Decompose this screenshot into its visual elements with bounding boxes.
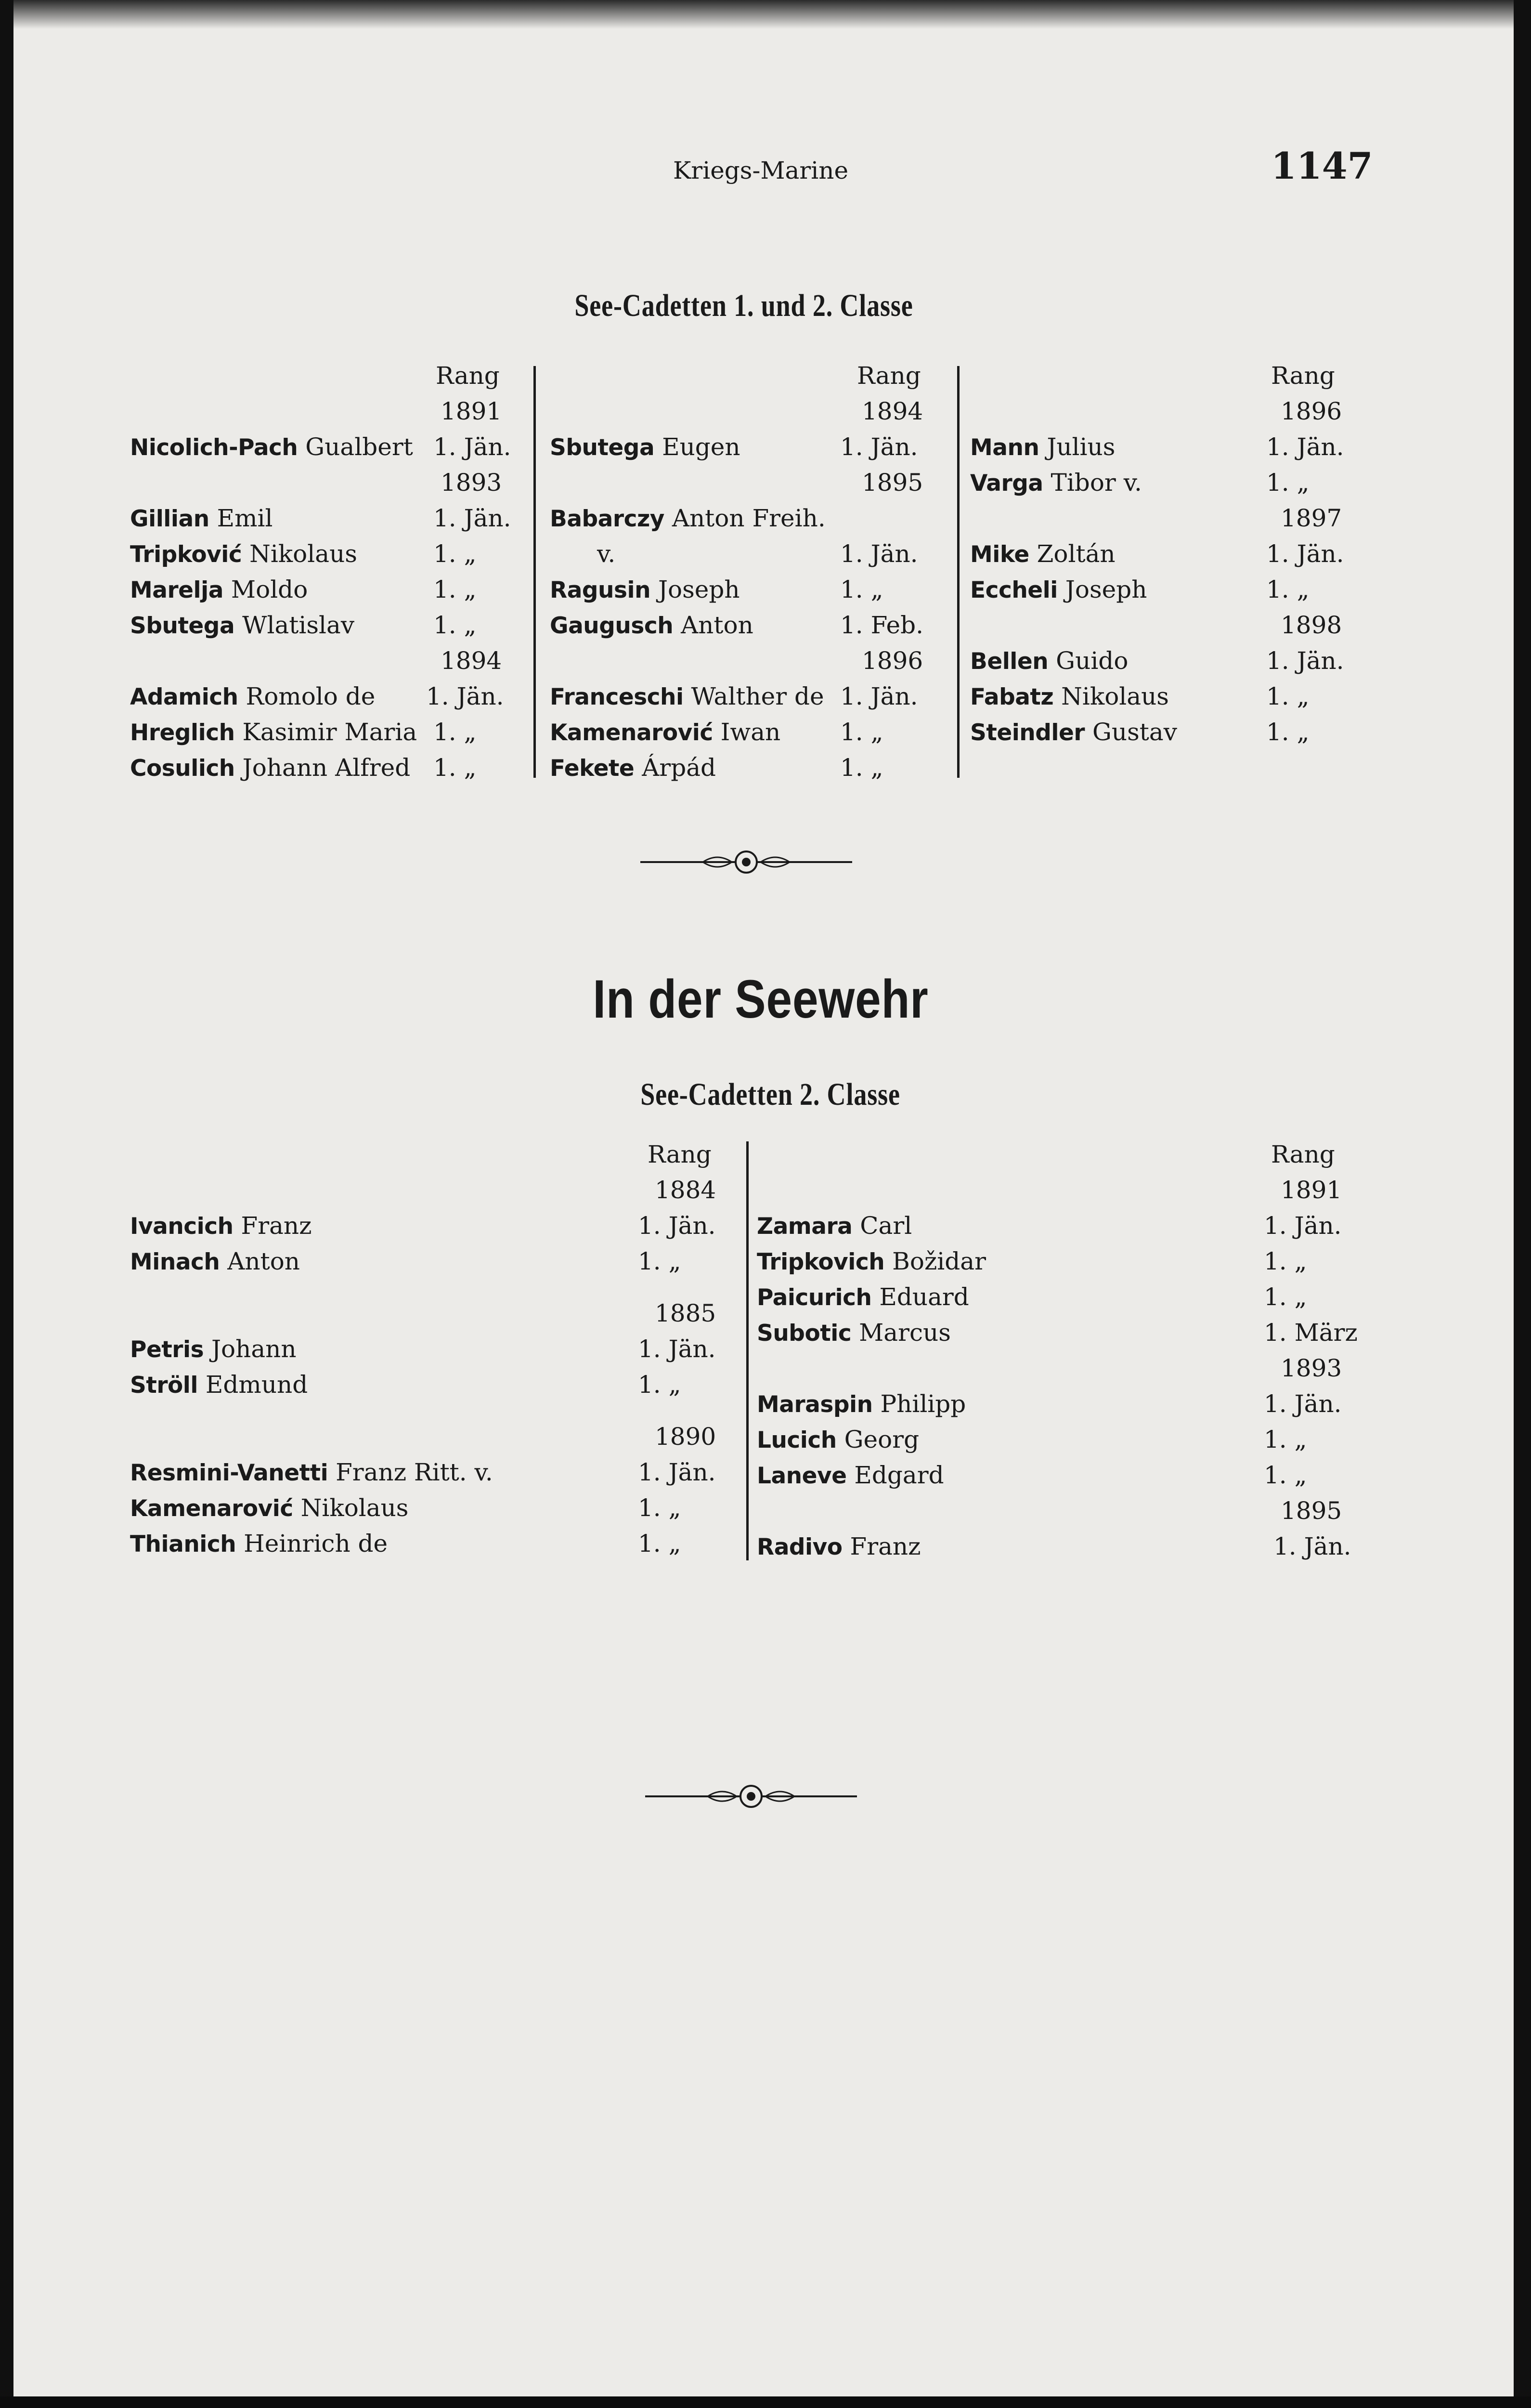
entry-date: 1. „ — [1266, 469, 1310, 497]
entry-date: 1. Jän. — [638, 1458, 716, 1486]
entry-given-name: Heinrich de — [244, 1530, 388, 1557]
entry-given-name: Anton — [227, 1247, 300, 1275]
entry-date: 1. Jän. — [426, 682, 504, 710]
entry-surname: Ivancich — [130, 1213, 234, 1240]
ornament-divider — [645, 1782, 857, 1811]
year-heading: 1884 — [655, 1176, 716, 1204]
entry-date: 1. Jän. — [433, 433, 511, 461]
entry-surname: Nicolich-Pach — [130, 434, 298, 461]
list-item — [130, 607, 354, 644]
list-item — [130, 679, 375, 715]
entry-date: 1. „ — [840, 754, 883, 782]
year-heading: 1896 — [862, 647, 923, 675]
entry-surname: Petris — [130, 1336, 204, 1363]
entry-surname: Gaugusch — [550, 613, 674, 639]
entry-given-name: Anton — [681, 611, 753, 639]
rang-header: Rang — [1271, 1140, 1335, 1168]
entry-date: 1. „ — [1266, 718, 1310, 746]
entry-surname: Mike — [970, 541, 1029, 568]
entry-date: 1. Jän. — [433, 504, 511, 532]
entry-surname: Paicurich — [757, 1284, 872, 1311]
year-heading: 1894 — [441, 647, 502, 675]
column-divider — [533, 366, 536, 778]
entry-date: 1. Jän. — [1264, 1212, 1342, 1240]
entry-surname: Marelja — [130, 577, 223, 603]
section2-heading: In der Seewehr — [593, 969, 929, 1029]
entry-date: 1. „ — [1266, 576, 1310, 603]
entry-date: 1. Jän. — [1273, 1532, 1351, 1560]
entry-date: 1. „ — [638, 1371, 681, 1399]
year-heading: 1895 — [862, 469, 923, 497]
entry-surname: Steindler — [970, 720, 1085, 746]
entry-given-name: Gustav — [1092, 718, 1177, 746]
list-item — [757, 1315, 951, 1351]
entry-given-name: Nikolaus — [300, 1494, 409, 1522]
list-item — [550, 429, 740, 466]
entry-surname: Radivo — [757, 1534, 843, 1560]
entry-given-name: Kasimir Maria — [242, 718, 417, 746]
entry-given-name: Joseph — [658, 576, 740, 603]
entry-date: 1. „ — [433, 576, 477, 603]
running-head: Kriegs-Marine — [673, 157, 849, 184]
entry-surname: Cosulich — [130, 755, 235, 782]
year-heading: 1891 — [441, 397, 502, 425]
entry-date: 1. „ — [840, 718, 883, 746]
list-item — [130, 1331, 297, 1368]
column-divider — [957, 366, 960, 778]
entry-surname: Sbutega — [550, 434, 655, 461]
scan-edge-left — [0, 0, 13, 2408]
list-item — [130, 1243, 300, 1280]
list-item — [970, 465, 1142, 501]
list-item — [550, 714, 780, 751]
list-item — [130, 500, 273, 537]
list-item — [970, 679, 1169, 715]
rang-header: Rang — [648, 1140, 712, 1168]
list-item — [970, 536, 1116, 573]
entry-surname: Thianich — [130, 1531, 236, 1557]
entry-surname: Ragusin — [550, 577, 651, 603]
entry-date: 1. Jän. — [1264, 1390, 1342, 1418]
list-item — [550, 572, 740, 608]
entry-given-name: Iwan — [720, 718, 781, 746]
column-divider — [746, 1141, 749, 1560]
entry-surname: Kamenarović — [550, 720, 713, 746]
entry-surname: Fabatz — [970, 684, 1054, 710]
entry-date: 1. Jän. — [638, 1212, 716, 1240]
entry-date: 1. „ — [1264, 1247, 1307, 1275]
entry-date: 1. Jän. — [840, 433, 918, 461]
entry-date: 1. „ — [840, 576, 883, 603]
entry-date: 1. Jän. — [840, 682, 918, 710]
list-item — [970, 572, 1147, 608]
entry-date: 1. „ — [433, 718, 477, 746]
rang-header: Rang — [1271, 362, 1335, 390]
scan-edge-top — [0, 0, 1531, 29]
entry-given-name: Nikolaus — [1061, 682, 1169, 710]
entry-given-name: Franz — [850, 1532, 921, 1560]
year-heading: 1898 — [1281, 611, 1342, 639]
entry-surname: Minach — [130, 1249, 220, 1275]
scan-edge-right — [1514, 0, 1531, 2408]
year-heading: 1894 — [862, 397, 923, 425]
entry-surname: Zamara — [757, 1213, 853, 1240]
list-item — [550, 607, 753, 644]
entry-given-name: Walther de — [691, 682, 824, 710]
year-heading: 1891 — [1281, 1176, 1342, 1204]
entry-date: 1. „ — [433, 611, 477, 639]
list-item — [130, 1454, 493, 1491]
entry-surname: Mann — [970, 434, 1039, 461]
entry-given-name: Joseph — [1065, 576, 1147, 603]
entry-date: 1. Jän. — [1266, 433, 1344, 461]
year-heading: 1890 — [655, 1423, 716, 1451]
entry-given-name: Marcus — [859, 1319, 951, 1347]
entry-given-name: Julius — [1047, 433, 1116, 461]
list-item — [130, 572, 308, 608]
list-item — [130, 1367, 308, 1403]
entry-given-name: Johann Alfred — [242, 754, 411, 782]
entry-date: 1. „ — [433, 754, 477, 782]
entry-surname: Tripkovich — [757, 1249, 885, 1275]
entry-given-name: Árpád — [642, 754, 716, 782]
page-number: 1147 — [1271, 144, 1373, 187]
list-item — [597, 536, 615, 572]
entry-surname: Sbutega — [130, 613, 235, 639]
entry-surname: Kamenarović — [130, 1495, 293, 1522]
list-item — [130, 1208, 311, 1244]
entry-given-name: Gualbert — [305, 433, 413, 461]
entry-date: 1. März — [1264, 1319, 1358, 1347]
entry-surname: Tripković — [130, 541, 242, 568]
entry-surname: Bellen — [970, 648, 1049, 675]
entry-surname: Maraspin — [757, 1391, 873, 1418]
list-item — [550, 750, 716, 786]
list-item — [130, 536, 357, 573]
entry-surname: Ströll — [130, 1372, 198, 1399]
list-item — [130, 429, 413, 466]
rang-header: Rang — [857, 362, 921, 390]
entry-given-name: Nikolaus — [249, 540, 357, 568]
entry-surname: Resmini-Vanetti — [130, 1460, 328, 1486]
entry-given-name: Wlatislav — [242, 611, 355, 639]
entry-surname: Fekete — [550, 755, 635, 782]
entry-surname: Hreglich — [130, 720, 235, 746]
year-heading: 1895 — [1281, 1497, 1342, 1525]
entry-given-name: Zoltán — [1037, 540, 1116, 568]
list-item — [757, 1457, 944, 1494]
entry-date: 1. Feb. — [840, 611, 924, 639]
list-item — [130, 1490, 408, 1527]
entry-date: 1. Jän. — [1266, 540, 1344, 568]
entry-given-name: Johann — [211, 1335, 297, 1363]
rang-header: Rang — [436, 362, 500, 390]
list-item — [757, 1208, 912, 1244]
entry-given-name: Edmund — [205, 1371, 308, 1399]
list-item — [970, 643, 1128, 680]
entry-surname: Lucich — [757, 1427, 837, 1453]
entry-surname: Franceschi — [550, 684, 684, 710]
list-item — [550, 679, 824, 715]
year-heading: 1893 — [1281, 1354, 1342, 1382]
year-heading: 1893 — [441, 469, 502, 497]
entry-date: 1. Jän. — [840, 540, 918, 568]
entry-surname: Laneve — [757, 1463, 847, 1489]
entry-surname: Subotic — [757, 1320, 852, 1347]
entry-surname: Varga — [970, 470, 1043, 497]
entry-date: 1. „ — [1264, 1283, 1307, 1311]
entry-given-name: Franz — [241, 1212, 312, 1240]
entry-given-name: Eugen — [662, 433, 740, 461]
section1-title: See-Cadetten 1. und 2. Classe — [574, 288, 913, 323]
list-item — [757, 1243, 986, 1280]
entry-date: 1. Jän. — [638, 1335, 716, 1363]
list-item — [970, 714, 1177, 751]
entry-date: 1. „ — [1266, 682, 1310, 710]
entry-given-name: Tibor v. — [1051, 469, 1142, 497]
entry-date: 1. „ — [638, 1530, 681, 1557]
entry-given-name: Edgard — [854, 1461, 944, 1489]
entry-given-name: Emil — [217, 504, 273, 532]
entry-given-name: Philipp — [880, 1390, 966, 1418]
entry-given-name: Georg — [844, 1426, 920, 1453]
entry-given-name: Moldo — [231, 576, 308, 603]
entry-given-name: Carl — [860, 1212, 912, 1240]
list-item — [757, 1279, 969, 1316]
year-heading: 1897 — [1281, 504, 1342, 532]
entry-date: 1. „ — [433, 540, 477, 568]
scan-edge-bottom — [0, 2396, 1531, 2408]
list-item — [130, 750, 410, 786]
entry-surname: Babarczy — [550, 506, 664, 532]
entry-given-name: v. — [597, 540, 616, 568]
entry-surname: Adamich — [130, 684, 238, 710]
list-item — [757, 1386, 966, 1423]
year-heading: 1896 — [1281, 397, 1342, 425]
list-item — [130, 714, 417, 751]
entry-given-name: Anton Freih. — [672, 504, 826, 532]
entry-given-name: Romolo de — [246, 682, 376, 710]
section2-title: See-Cadetten 2. Classe — [640, 1077, 900, 1112]
list-item — [757, 1529, 921, 1565]
year-heading: 1885 — [655, 1299, 716, 1327]
entry-surname: Eccheli — [970, 577, 1058, 603]
entry-surname: Gillian — [130, 506, 209, 532]
entry-date: 1. „ — [638, 1494, 681, 1522]
entry-given-name: Eduard — [879, 1283, 969, 1311]
list-item — [550, 500, 826, 537]
entry-given-name: Guido — [1056, 647, 1129, 675]
entry-date: 1. „ — [1264, 1461, 1307, 1489]
entry-date: 1. „ — [1264, 1426, 1307, 1453]
entry-given-name: Franz Ritt. v. — [336, 1458, 493, 1486]
entry-given-name: Božidar — [892, 1247, 986, 1275]
entry-date: 1. Jän. — [1266, 647, 1344, 675]
ornament-divider — [640, 848, 852, 877]
list-item — [970, 429, 1115, 466]
list-item — [130, 1526, 388, 1562]
list-item — [757, 1422, 919, 1458]
entry-date: 1. „ — [638, 1247, 681, 1275]
